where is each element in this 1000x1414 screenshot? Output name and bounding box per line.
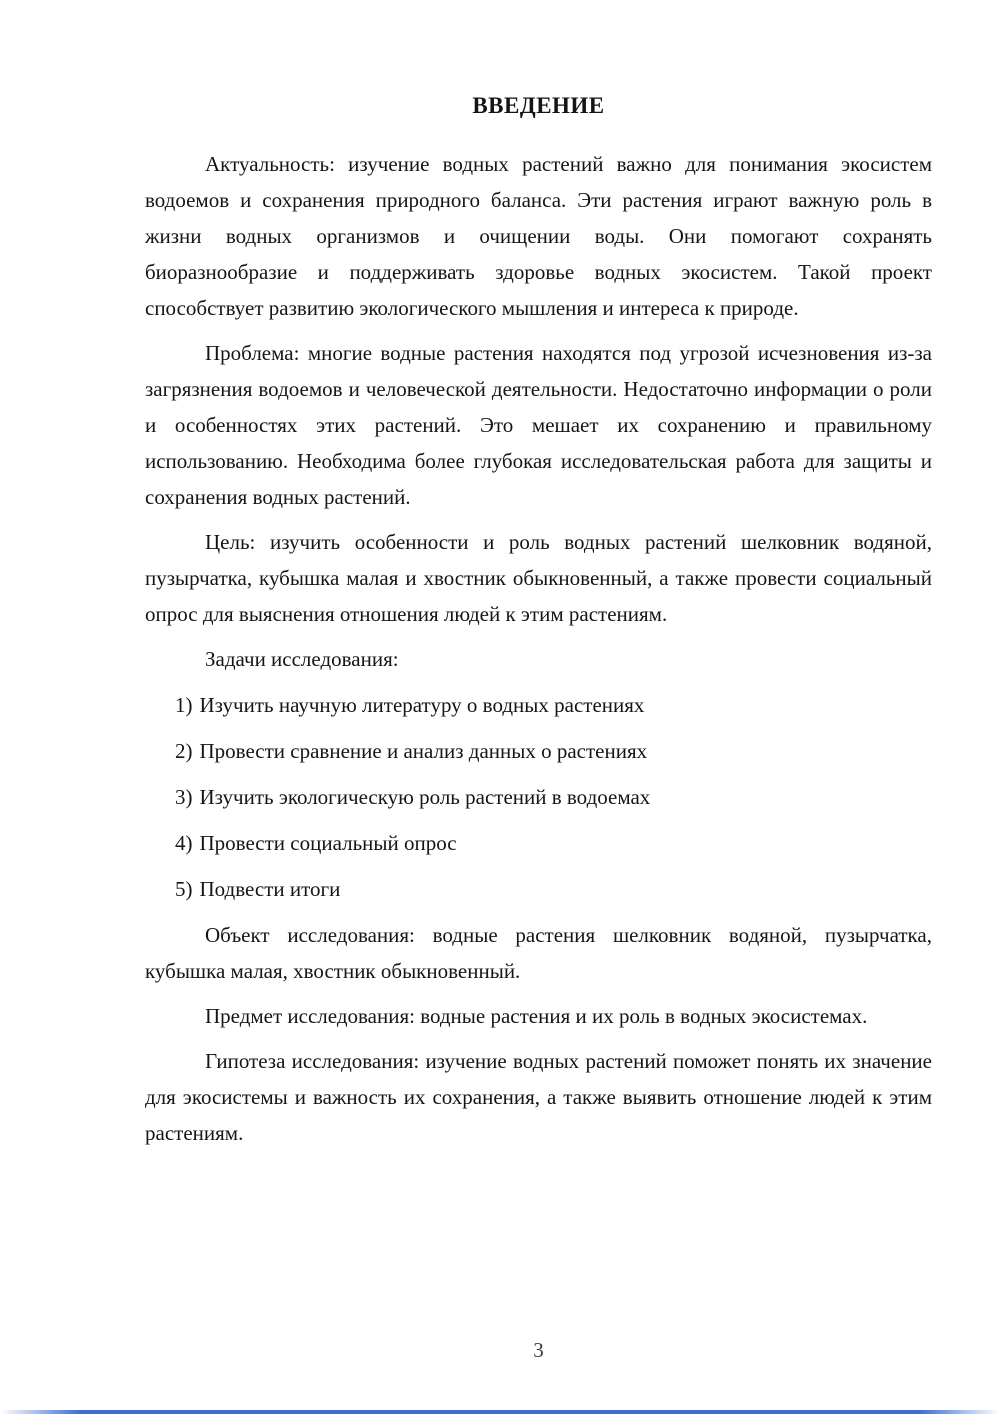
tasks-heading: Задачи исследования: [205, 647, 399, 671]
paragraph-tsel: Цель: изучить особенности и роль водных растений шелковник водяной, пузырчатка, кубышка малая и хвостник обыкновенный, а также провести социальный опрос для выяснения отношения людей к этим растениям. [145, 530, 932, 626]
page-title: ВВЕДЕНИЕ [472, 93, 605, 118]
list-item-number: 3) [175, 785, 193, 809]
list-item-number: 2) [175, 739, 193, 763]
list-item-text: Провести социальный опрос [199, 831, 457, 855]
paragraph-predmet: Предмет исследования: водные растения и их роль в водных экосистемах. [205, 1004, 868, 1028]
bottom-border-line [0, 1410, 1000, 1414]
list-item [145, 733, 932, 769]
list-item-text: Провести сравнение и анализ данных о растениях [199, 739, 648, 763]
paragraph-gipoteza: Гипотеза исследования: изучение водных растений поможет понять их значение для экосистемы и важность их сохранения, а также выявить отношение людей к этим растениям. [145, 1049, 932, 1145]
page-number: 3 [533, 1338, 544, 1362]
list-item [145, 825, 932, 861]
paragraph-aktualnost: Актуальность: изучение водных растений важно для понимания экосистем водоемов и сохранения природного баланса. Эти растения играют важную роль в жизни водных организмов и очищении воды. Они помогают сохранять биоразнообразие и поддерживать здоровье водных экосистем. Такой проект способствует развитию экологического мышления и интереса к природе. [145, 152, 932, 320]
list-item-number: 1) [175, 693, 193, 717]
list-item-number: 5) [175, 877, 193, 901]
paragraph-problema: Проблема: многие водные растения находятся под угрозой исчезновения из-за загрязнения водоемов и человеческой деятельности. Недостаточно информации о роли и особенностях этих растений. Это мешает их сохранению и правильному использованию. Необходима более глубокая исследовательская работа для защиты и сохранения водных растений. [145, 341, 932, 509]
list-item-text: Изучить экологическую роль растений в водоемах [199, 785, 651, 809]
paragraph-obekt: Объект исследования: водные растения шелковник водяной, пузырчатка, кубышка малая, хвостник обыкновенный. [145, 923, 932, 983]
list-item-number: 4) [175, 831, 193, 855]
list-item-text: Подвести итоги [199, 877, 341, 901]
list-item [145, 871, 932, 907]
list-item [145, 687, 932, 723]
list-item [145, 779, 932, 815]
list-item-text: Изучить научную литературу о водных растениях [199, 693, 645, 717]
